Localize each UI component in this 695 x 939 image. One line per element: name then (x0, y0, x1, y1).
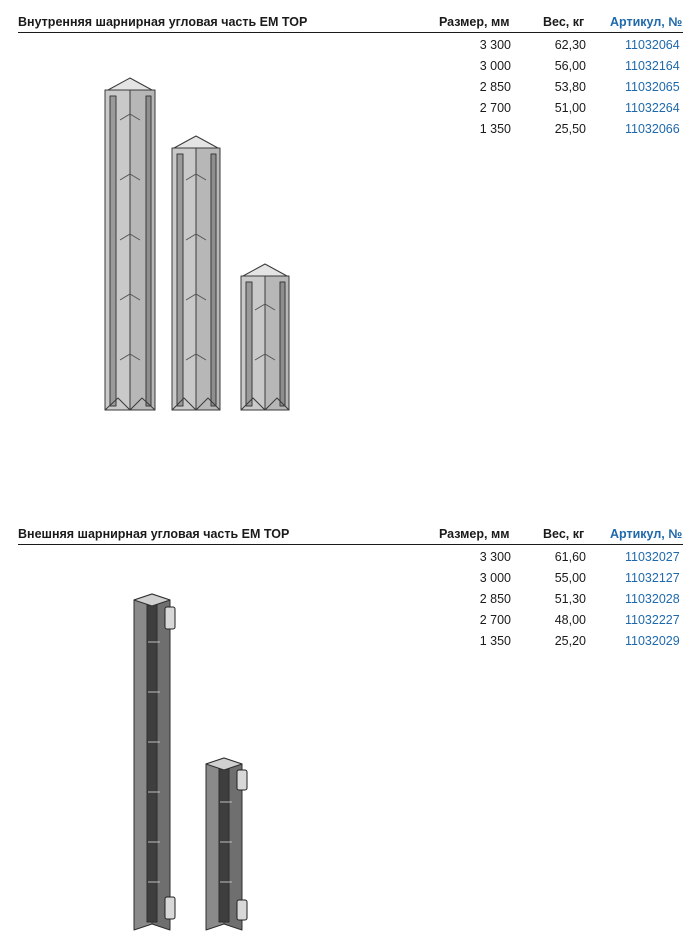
article-column-header: Артикул, № (610, 15, 683, 29)
weight-value: 55,00 (554, 571, 586, 585)
size-value: 3 300 (479, 550, 511, 564)
size-column-header: Размер, мм (439, 15, 510, 29)
outer-corner-tall-icon (134, 594, 175, 930)
size-value: 2 700 (479, 613, 511, 627)
article-value: 11032264 (625, 101, 680, 115)
weight-value: 62,30 (554, 38, 586, 52)
size-value: 3 000 (479, 571, 511, 585)
size-value: 3 000 (479, 59, 511, 73)
inner-section-title: Внутренняя шарнирная угловая часть EM TOP (18, 15, 308, 29)
weight-value: 61,60 (554, 550, 586, 564)
weight-column-header: Вес, кг (543, 527, 585, 541)
weight-value: 51,00 (554, 101, 586, 115)
weight-value: 48,00 (554, 613, 586, 627)
outer-corner-illustration (0, 512, 695, 939)
weight-value: 51,30 (554, 592, 586, 606)
inner-corner-short-icon (241, 264, 289, 410)
article-value: 11032027 (625, 550, 680, 564)
size-value: 1 350 (479, 122, 511, 136)
article-value: 11032127 (625, 571, 680, 585)
inner-corner-tall-icon (105, 78, 155, 410)
size-value: 2 850 (479, 80, 511, 94)
weight-value: 25,50 (554, 122, 586, 136)
article-value: 11032227 (625, 613, 680, 627)
inner-corner-section (0, 0, 695, 450)
size-value: 2 850 (479, 592, 511, 606)
article-value: 11032064 (625, 38, 680, 52)
size-value: 3 300 (479, 38, 511, 52)
weight-column-header: Вес, кг (543, 15, 585, 29)
article-value: 11032028 (625, 592, 680, 606)
inner-corner-medium-icon (172, 136, 220, 410)
outer-corner-section (0, 512, 695, 939)
article-value: 11032029 (625, 634, 680, 648)
size-value: 2 700 (479, 101, 511, 115)
article-value: 11032164 (625, 59, 680, 73)
inner-corner-illustration (0, 0, 695, 450)
size-column-header: Размер, мм (439, 527, 510, 541)
article-column-header: Артикул, № (610, 527, 683, 541)
size-value: 1 350 (479, 634, 511, 648)
weight-value: 56,00 (554, 59, 586, 73)
outer-section-title: Внешняя шарнирная угловая часть EM TOP (18, 527, 290, 541)
article-value: 11032066 (625, 122, 680, 136)
weight-value: 25,20 (554, 634, 586, 648)
article-value: 11032065 (625, 80, 680, 94)
weight-value: 53,80 (554, 80, 586, 94)
outer-corner-short-icon (206, 758, 247, 930)
